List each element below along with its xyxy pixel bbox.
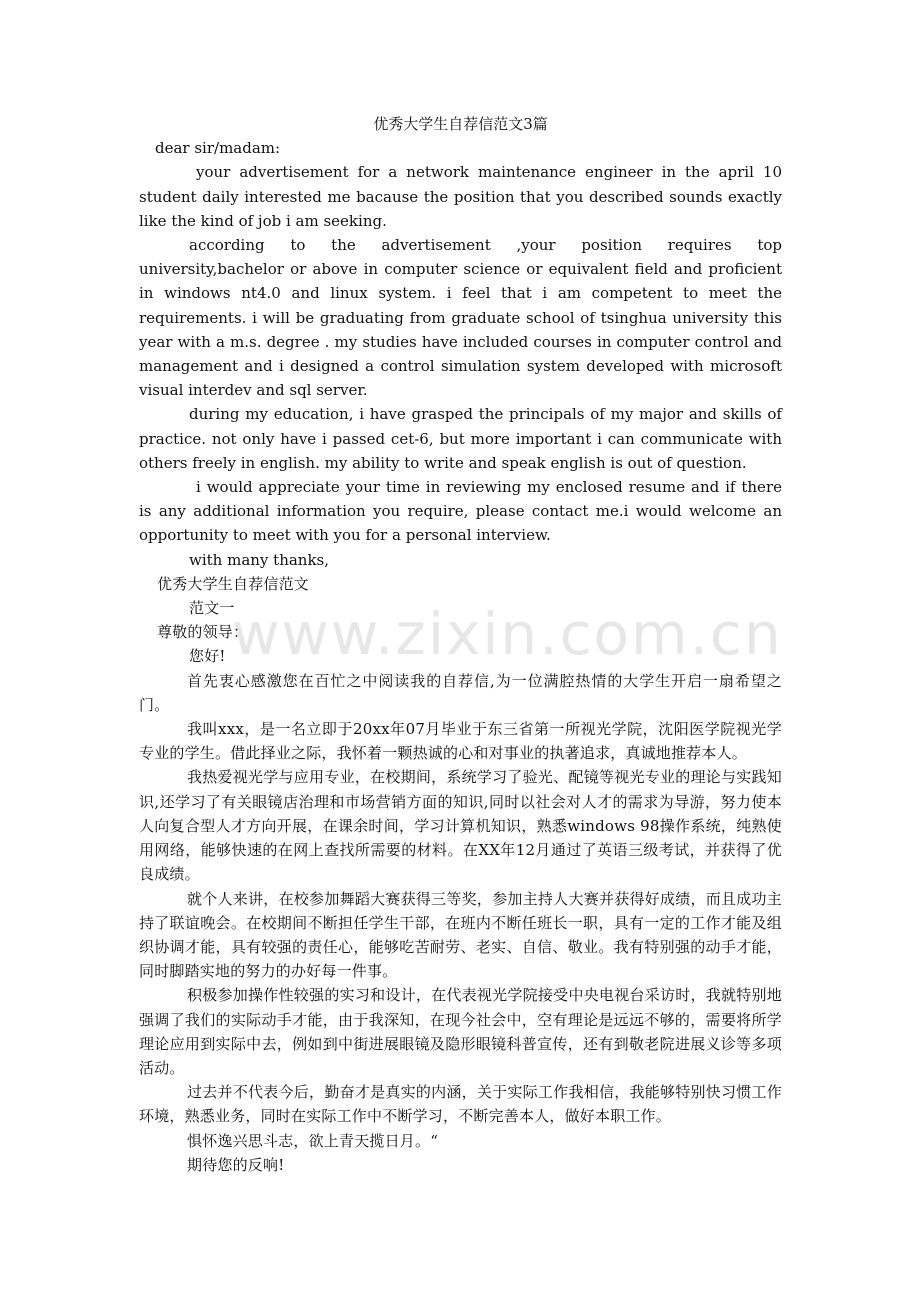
- english-paragraph: i would appreciate your time in reviewing my enclosed resume and if there is any additional information you require, please contact me.i would welcome an opportunity to meet with you for a personal interview.: [139, 478, 782, 545]
- english-salutation: dear sir/madam:: [155, 139, 281, 158]
- chinese-paragraph: 我叫xxx，是一名立即于20xx年07月毕业于东三省第一所视光学院，沈阳医学院视光学专业的学生。借此择业之际，我怀着一颗热诚的心和对事业的执著追求，真诚地推荐本人。: [139, 720, 782, 763]
- chinese-paragraph: 就个人来讲，在校参加舞蹈大赛获得三等奖，参加主持人大赛并获得好成绩，而且成功主持了联谊晚会。在校期间不断担任学生干部，在班内不断任班长一职，具有一定的工作才能及组织协调才能，具有较强的责任心，能够吃苦耐劳、老实、自信、敬业。我有特别强的动手才能，同时脚踏实地的努力的办好每一件事。: [139, 889, 782, 981]
- chinese-salutation: 尊敬的领导：: [157, 623, 249, 642]
- chinese-paragraph: 期待您的反响!: [187, 1155, 285, 1174]
- chinese-paragraph: 惧怀逸兴思斗志，欲上青天揽日月。“: [187, 1131, 439, 1150]
- document-title: 优秀大学生自荐信范文3篇: [373, 115, 548, 133]
- chinese-paragraph: 积极参加操作性较强的实习和设计，在代表视光学院接受中央电视台采访时，我就特别地强调了我们的实际动手才能，由于我深知，在现今社会中，空有理论是远远不够的，需要将所学理论应用到实际中去，例如到中街进展眼镜及隐形眼镜科普宣传，还有到敬老院进展义诊等多项活动。: [139, 986, 782, 1077]
- chinese-paragraph: 过去并不代表今后，勤奋才是真实的内涵，关于实际工作我相信，我能够特别快习惯工作环境，熟悉业务，同时在实际工作中不断学习，不断完善本人，做好本职工作。: [139, 1083, 782, 1126]
- sample-label: 范文一: [189, 599, 235, 618]
- english-paragraph: according to the advertisement ,your position requires top university,bachelor or above in computer science or equivalent field and proficient in windows nt4.0 and linux system. i feel that i am competent to meet the requirements. i will be graduating from graduate school of tsinghua university this year with a m.s. degree . my studies have included courses in computer control and management and i designed a control simulation system developed with microsoft visual interdev and sql server.: [139, 236, 782, 400]
- english-paragraph: during my education, i have grasped the principals of my major and skills of practice. not only have i passed cet-6, but more important i can communicate with others freely in english. my ability to write and speak english is out of question.: [139, 405, 782, 472]
- chinese-paragraph: 首先衷心感激您在百忙之中阅读我的自荐信,为一位满腔热情的大学生开启一扇希望之门。: [139, 671, 782, 714]
- chinese-greeting: 您好!: [189, 647, 226, 666]
- watermark: www.zixin.com.cn: [232, 600, 783, 668]
- chinese-paragraph: 我热爱视光学与应用专业，在校期间，系统学习了验光、配镜等视光专业的理论与实践知识,还学习了有关眼镜店治理和市场营销方面的知识,同时以社会对人才的需求为导游，努力使本人向复合型人才方向开展，在课余时间，学习计算机知识，熟悉windows 98操作系统，纯熟使用网络，能够快速的在网上查找所需要的材料。在XX年12月通过了英语三级考试，并获得了优良成绩。: [139, 768, 782, 884]
- document-body: [139, 112, 782, 1177]
- english-paragraph: your advertisement for a network maintenance engineer in the april 10 student daily interested me bacause the position that you described sounds exactly like the kind of job i am seeking.: [139, 163, 782, 230]
- chinese-heading: 优秀大学生自荐信范文: [157, 574, 310, 593]
- english-closing: with many thanks,: [189, 550, 330, 569]
